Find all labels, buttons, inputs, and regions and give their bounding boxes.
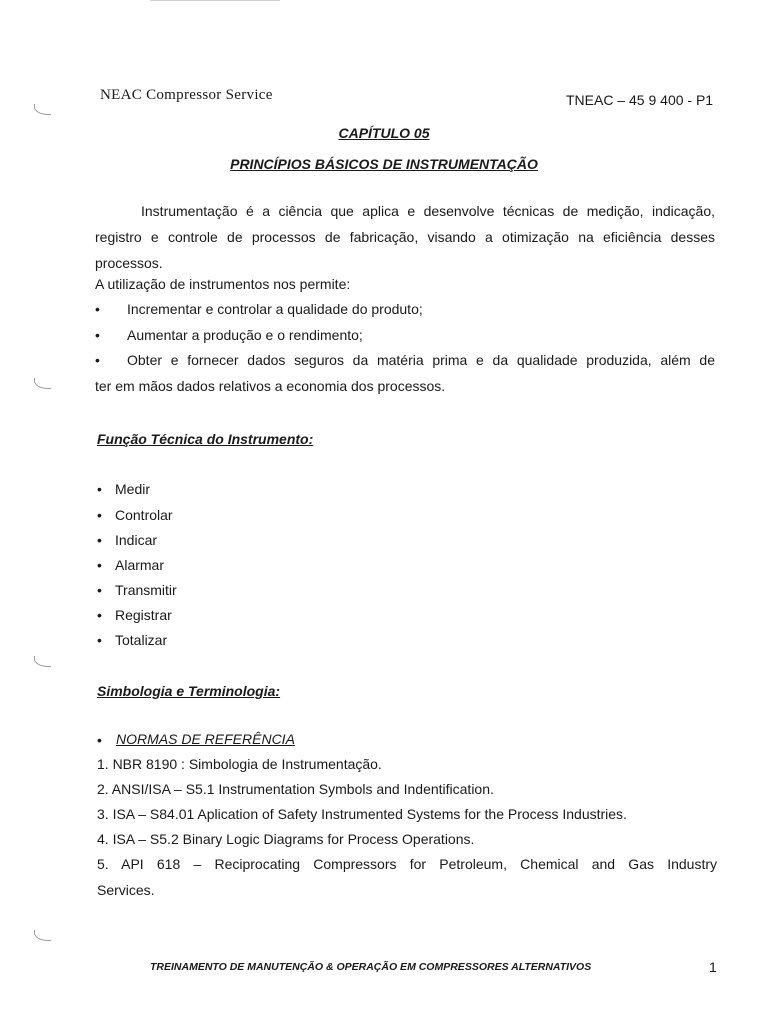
reference-item: 1. NBR 8190 : Simbologia de Instrumentação.: [97, 756, 382, 772]
usage-item: Aumentar a produção e o rendimento;: [127, 327, 363, 343]
usage-item: Incrementar e controlar a qualidade do produto;: [127, 301, 423, 317]
reference-item-continued: Services.: [97, 882, 155, 898]
references-heading: NORMAS DE REFERÊNCIA: [116, 731, 295, 747]
function-bullet-icon: •: [97, 481, 102, 497]
document-code: TNEAC – 45 9 400 - P1: [566, 92, 714, 108]
function-item: Medir: [115, 481, 151, 497]
company-name: NEAC Compressor Service: [100, 87, 273, 103]
usage-bullet-icon: •: [95, 352, 100, 368]
function-bullet-icon: •: [97, 507, 102, 523]
ref-bullet-icon: •: [97, 732, 102, 748]
usage-item-continued: ter em mãos dados relativos a economia dos processos.: [95, 378, 446, 394]
function-item: Totalizar: [115, 632, 168, 648]
function-bullet-icon: •: [97, 632, 102, 648]
section-symbols-heading: Simbologia e Terminologia:: [97, 683, 281, 699]
function-bullet-icon: •: [97, 607, 102, 623]
function-bullet-icon: •: [97, 582, 102, 598]
scan-edge-line: [150, 0, 280, 1]
reference-item: 4. ISA – S5.2 Binary Logic Diagrams for Process Operations.: [97, 831, 475, 847]
function-bullet-icon: •: [97, 532, 102, 548]
page-number: 1: [709, 959, 717, 975]
usage-bullet-icon: •: [95, 301, 100, 317]
binder-hole-mark: [34, 378, 51, 389]
binder-hole-mark: [34, 930, 51, 941]
page-footer: TREINAMENTO DE MANUTENÇÃO & OPERAÇÃO EM COMPRESSORES ALTERNATIVOS: [150, 961, 592, 973]
binder-hole-mark: [34, 104, 51, 115]
usage-bullet-icon: •: [95, 327, 100, 343]
function-item: Controlar: [115, 507, 173, 523]
reference-item: 5. API 618 – Reciprocating Compressors for Petroleum, Chemical and Gas Industry: [97, 856, 717, 872]
reference-item: 2. ANSI/ISA – S5.1 Instrumentation Symbols and Indentification.: [97, 781, 494, 797]
chapter-title: CAPÍTULO 05: [338, 125, 430, 141]
section-function-heading: Função Técnica do Instrumento:: [97, 431, 314, 447]
reference-item: 3. ISA – S84.01 Aplication of Safety Instrumented Systems for the Process Industries.: [97, 806, 627, 822]
function-item: Indicar: [115, 532, 158, 548]
usage-item: Obter e fornecer dados seguros da matéria prima e da qualidade produzida, além de: [127, 352, 715, 368]
intro-text: Instrumentação é a ciência que aplica e desenvolve técnicas de medição, indicação, registro e controle de processos de fabricação, visando a otimização na eficiência desses processos.: [95, 203, 715, 271]
intro-paragraph: [95, 198, 715, 276]
function-item: Registrar: [115, 607, 172, 623]
usage-lead: A utilização de instrumentos nos permite:: [95, 276, 351, 292]
chapter-subtitle: PRINCÍPIOS BÁSICOS DE INSTRUMENTAÇÃO: [230, 156, 538, 172]
function-bullet-icon: •: [97, 557, 102, 573]
function-item: Transmitir: [115, 582, 177, 598]
binder-hole-mark: [34, 656, 51, 667]
function-item: Alarmar: [115, 557, 165, 573]
